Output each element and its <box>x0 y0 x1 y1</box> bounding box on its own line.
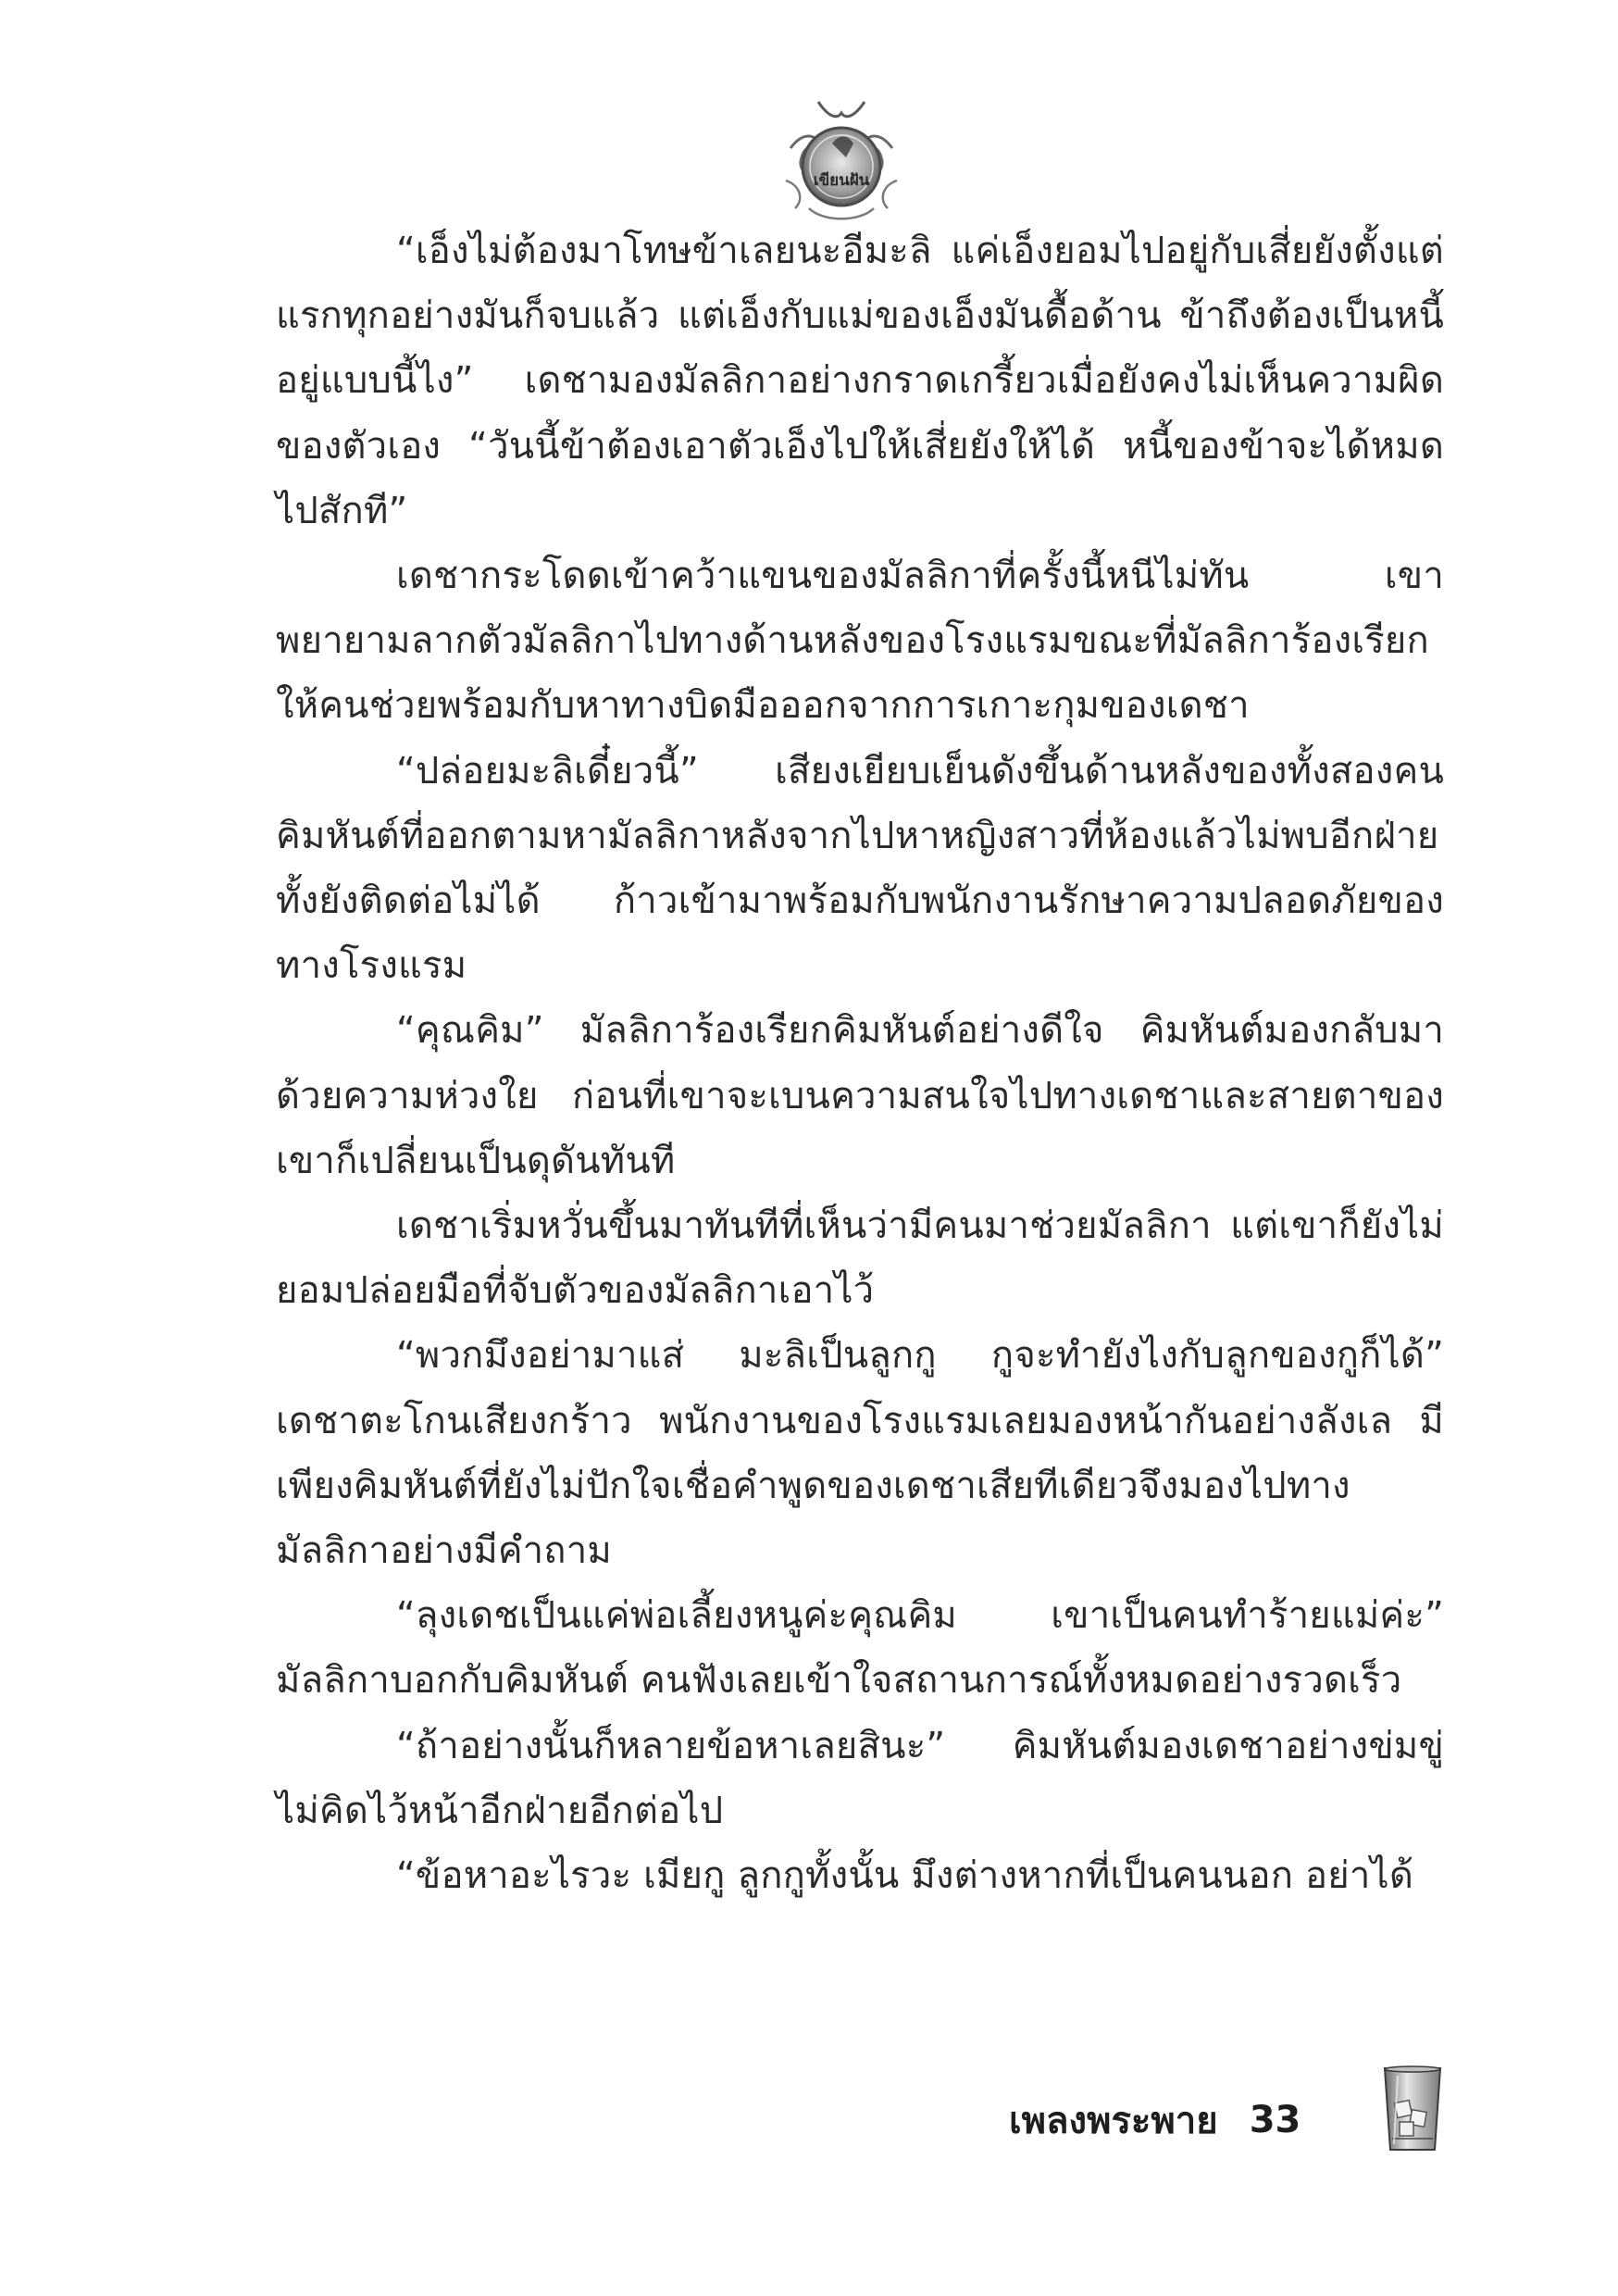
paragraph: “ถ้าอย่างนั้นก็หลายข้อหาเลยสินะ” คิมหันต์มองเดชาอย่างข่มขู่ ไม่คิดไว้หน้าอีกฝ่ายอีกต่อไป <box>276 1724 1444 1832</box>
page-number: 33 <box>1249 2099 1301 2141</box>
paragraph: “ข้อหาอะไรวะ เมียกู ลูกกูทั้งนั้น มึงต่างหากที่เป็นคนนอก อย่าได้ <box>396 1854 1414 1898</box>
paragraph: “พวกมึงอย่ามาแส่ มะลิเป็นลูกกู กูจะทำยังไงกับลูกของกูก็ได้” เดชาตะโกนเสียงกร้าว พนักงานของโรงแรมเลยมองหน้ากันอย่างลังเล มีเพียงคิมหันต์ที่ยังไม่ปักใจเชื่อคำพูดของเดชาเสียทีเดียวจึงมองไปทางมัลลิกาอย่างมีคำถาม <box>276 1334 1444 1573</box>
paragraph: “คุณคิม” มัลลิการ้องเรียกคิมหันต์อย่างดีใจ คิมหันต์มองกลับมาด้วยความห่วงใย ก่อนที่เขาจะเบนความสนใจไปทางเดชาและสายตาของเขาก็เปลี่ยนเป็นดุดันทันที <box>276 1009 1444 1182</box>
ornamental-emblem-icon <box>781 93 902 231</box>
paragraph: “เอ็งไม่ต้องมาโทษข้าเลยนะอีมะลิ แค่เอ็งยอมไปอยู่กับเสี่ยยังตั้งแต่แรกทุกอย่างมันก็จบแล้ว แต่เอ็งกับแม่ของเอ็งมันดื้อด้าน ข้าถึงต้องเป็นหนี้อยู่แบบนี้ไง” เดชามองมัลลิกาอย่างกราดเกรี้ยวเมื่อยังคงไม่เห็นความผิดของตัวเอง “วันนี้ข้าต้องเอาตัวเอ็งไปให้เสี่ยยังให้ได้ หนี้ของข้าจะได้หมดไปสักที” <box>276 230 1444 532</box>
paragraph: เดชาเริ่มหวั่นขึ้นมาทันทีที่เห็นว่ามีคนมาช่วยมัลลิกา แต่เขาก็ยังไม่ยอมปล่อยมือที่จับตัวของมัลลิกาเอาไว้ <box>276 1204 1444 1313</box>
logo-text: เขียนฝัน <box>813 171 870 190</box>
header-logo <box>781 93 902 231</box>
whiskey-glass-icon <box>1379 2065 1446 2155</box>
paragraph: เดชากระโดดเข้าคว้าแขนของมัลลิกาที่ครั้งนี้หนีไม่ทัน เขาพยายามลากตัวมัลลิกาไปทางด้านหลังของโรงแรมขณะที่มัลลิการ้องเรียกให้คนช่วยพร้อมกับหาทางบิดมือออกจากการเกาะกุมของเดชา <box>276 555 1444 728</box>
footer <box>1009 2088 1361 2152</box>
body-text <box>276 218 1444 1908</box>
book-title: เพลงพระพาย <box>1009 2100 1218 2142</box>
paragraph: “ปล่อยมะลิเดี๋ยวนี้” เสียงเยียบเย็นดังขึ้นด้านหลังของทั้งสองคน คิมหันต์ที่ออกตามหามัลลิกาหลังจากไปหาหญิงสาวที่ห้องแล้วไม่พบอีกฝ่ายทั้งยังติดต่อไม่ได้ ก้าวเข้ามาพร้อมกับพนักงานรักษาความปลอดภัยของทางโรงแรม <box>276 749 1444 988</box>
paragraph: “ลุงเดชเป็นแค่พ่อเลี้ยงหนูค่ะคุณคิม เขาเป็นคนทำร้ายแม่ค่ะ” มัลลิกาบอกกับคิมหันต์ คนฟังเลยเข้าใจสถานการณ์ทั้งหมดอย่างรวดเร็ว <box>276 1594 1444 1703</box>
